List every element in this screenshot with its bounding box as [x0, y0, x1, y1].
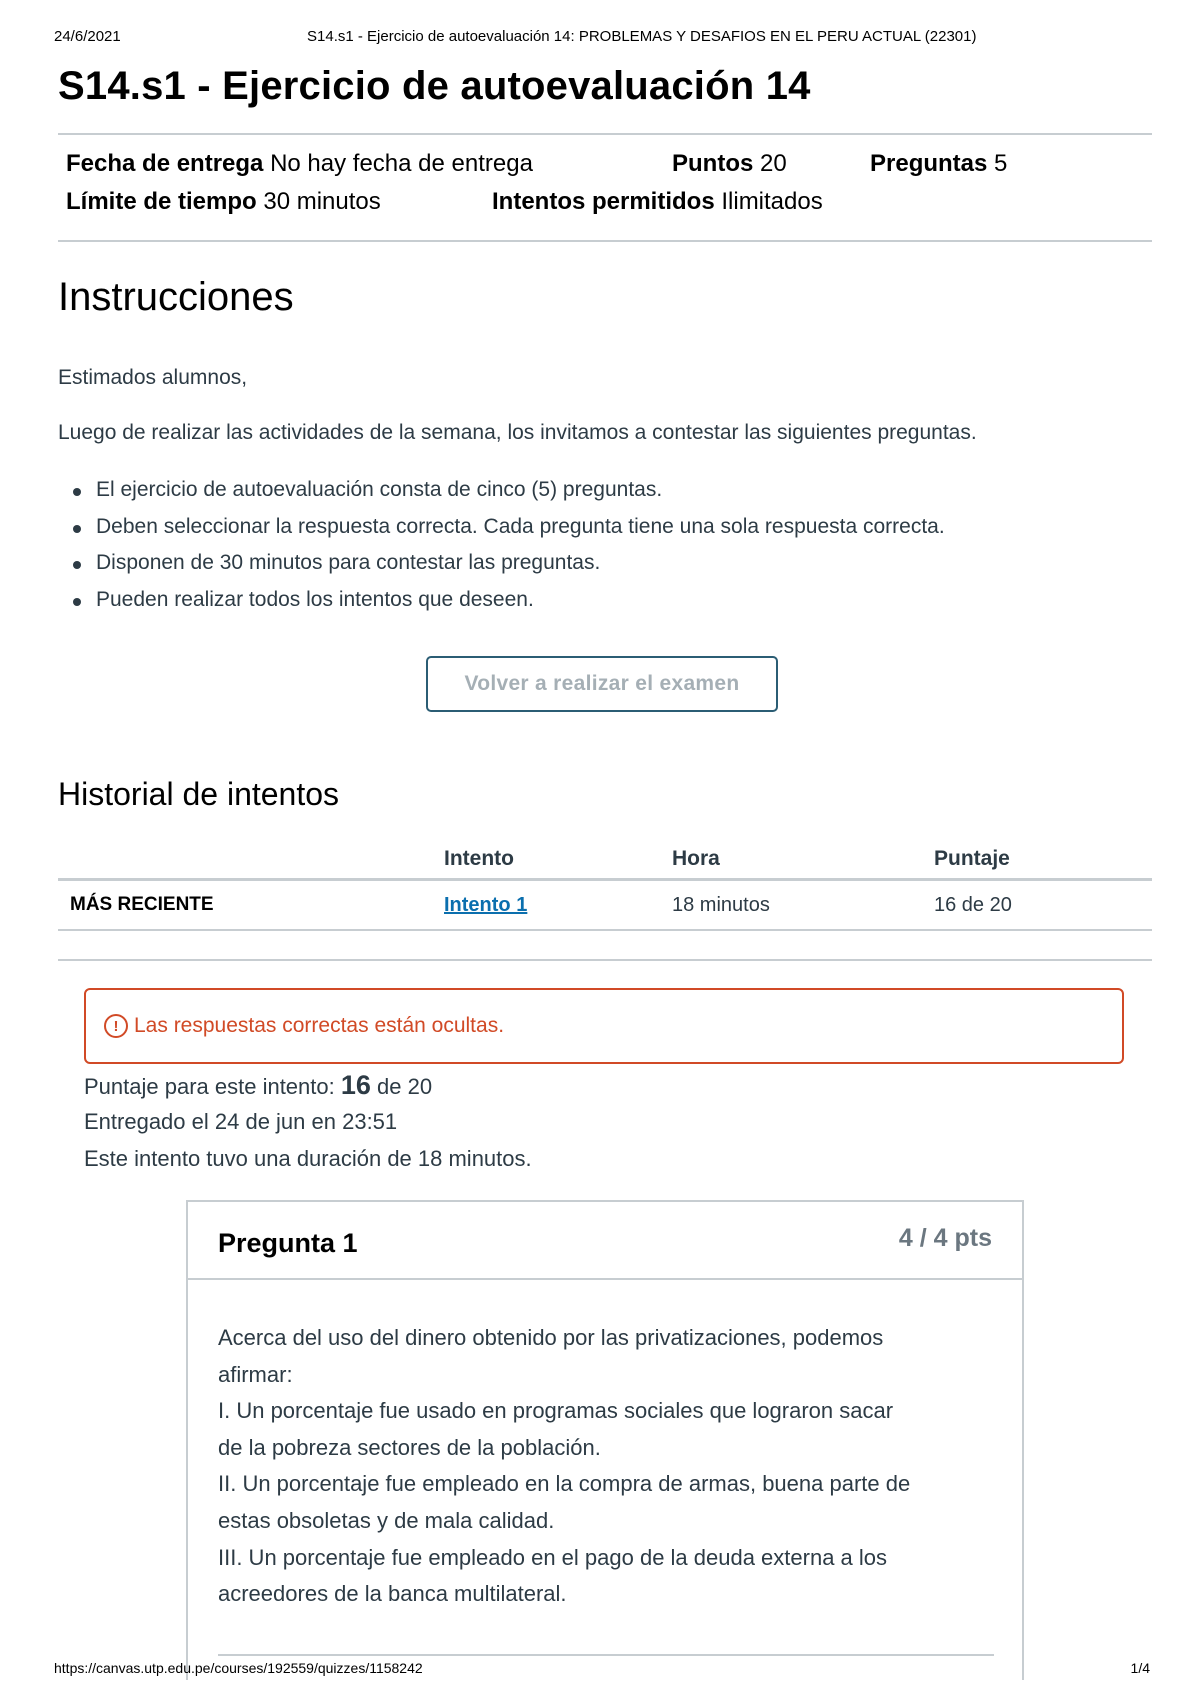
instructions-list	[58, 472, 945, 619]
print-date: 24/6/2021	[54, 28, 121, 45]
list-item: Disponen de 30 minutos para contestar las preguntas.	[58, 545, 945, 582]
attempt-1-link[interactable]: Intento 1	[444, 893, 528, 916]
points-label: Puntos	[672, 150, 754, 177]
allowed-attempts	[492, 188, 823, 216]
due-date-value: No hay fecha de entrega	[270, 150, 533, 177]
score-value: 16	[340, 1070, 371, 1100]
questions-value: 5	[994, 150, 1008, 177]
column-header-empty	[58, 840, 432, 880]
print-document-title: S14.s1 - Ejercicio de autoevaluación 14: PROBLEMAS Y DESAFIOS EN EL PERU ACTUAL (22301)	[307, 28, 977, 45]
question-points: 4 / 4 pts	[898, 1224, 992, 1252]
points	[672, 150, 787, 178]
attempt-cell	[432, 880, 660, 931]
time-limit-value: 30 minutos	[263, 188, 381, 215]
score-suffix: de 20	[370, 1074, 433, 1099]
score-cell: 16 de 20	[922, 880, 1152, 931]
question-line: I. Un porcentaje fue usado en programas sociales que lograron sacar	[218, 1398, 894, 1424]
list-item: El ejercicio de autoevaluación consta de cinco (5) preguntas.	[58, 472, 945, 509]
answers-hidden-alert	[84, 988, 1124, 1064]
due-date-label: Fecha de entrega	[66, 150, 264, 177]
questions-label: Preguntas	[870, 150, 988, 177]
attempt-duration: Este intento tuvo una duración de 18 minutos.	[84, 1146, 532, 1171]
submission-date: Entregado el 24 de jun en 23:51	[84, 1109, 398, 1134]
question-line: Acerca del uso del dinero obtenido por las privatizaciones, podemos	[218, 1325, 884, 1350]
column-header-time: Hora	[660, 840, 922, 880]
instructions-greeting: Estimados alumnos,	[58, 366, 248, 389]
time-cell: 18 minutos	[660, 880, 922, 931]
print-footer	[54, 1660, 1150, 1680]
exclamation-circle-icon: !	[104, 1014, 128, 1038]
instructions-intro: Luego de realizar las actividades de la semana, los invitamos a contestar las siguientes preguntas.	[58, 421, 977, 444]
alert-text: Las respuestas correctas están ocultas.	[134, 1014, 505, 1037]
allowed-attempts-label: Intentos permitidos	[492, 188, 715, 215]
question-line: afirmar:	[218, 1361, 293, 1387]
questions-count	[870, 150, 1007, 178]
question-name: Pregunta 1	[218, 1228, 358, 1258]
time-limit-label: Límite de tiempo	[66, 188, 257, 215]
details-divider	[58, 240, 1152, 242]
print-header	[54, 28, 1150, 48]
allowed-attempts-value: Ilimitados	[721, 188, 823, 215]
attempt-history-table	[58, 840, 1152, 931]
instructions-heading: Instrucciones	[58, 275, 294, 319]
question-divider	[218, 1654, 994, 1656]
title-divider	[58, 133, 1152, 135]
attempt-score	[84, 1070, 432, 1101]
table-row	[58, 880, 1152, 931]
question-line: estas obsoletas y de mala calidad.	[218, 1507, 555, 1533]
question-header	[188, 1202, 1022, 1280]
score-prefix: Puntaje para este intento:	[84, 1074, 341, 1099]
question-line: II. Un porcentaje fue empleado en la compra de armas, buena parte de	[218, 1471, 911, 1497]
page-number: 1/4	[1130, 1660, 1150, 1676]
most-recent-label: MÁS RECIENTE	[58, 880, 432, 931]
attempt-history-heading: Historial de intentos	[58, 776, 340, 812]
due-date	[66, 150, 533, 178]
column-header-score: Puntaje	[922, 840, 1152, 880]
quiz-title: S14.s1 - Ejercicio de autoevaluación 14	[58, 64, 811, 108]
time-limit	[66, 188, 381, 216]
table-header-row	[58, 840, 1152, 880]
list-item: Pueden realizar todos los intentos que deseen.	[58, 582, 945, 619]
question-line: de la pobreza sectores de la población.	[218, 1434, 601, 1460]
question-1	[186, 1200, 1024, 1680]
points-value: 20	[760, 150, 787, 177]
question-line: acreedores de la banca multilateral.	[218, 1581, 567, 1607]
column-header-attempt: Intento	[432, 840, 660, 880]
history-divider	[58, 959, 1152, 961]
question-text	[218, 1320, 1008, 1613]
question-line: III. Un porcentaje fue empleado en el pago de la deuda externa a los	[218, 1544, 888, 1570]
print-url: https://canvas.utp.edu.pe/courses/192559/quizzes/1158242	[54, 1660, 423, 1676]
retake-quiz-button[interactable]: Volver a realizar el examen	[426, 656, 778, 712]
list-item: Deben seleccionar la respuesta correcta. Cada pregunta tiene una sola respuesta correcta.	[58, 509, 945, 546]
